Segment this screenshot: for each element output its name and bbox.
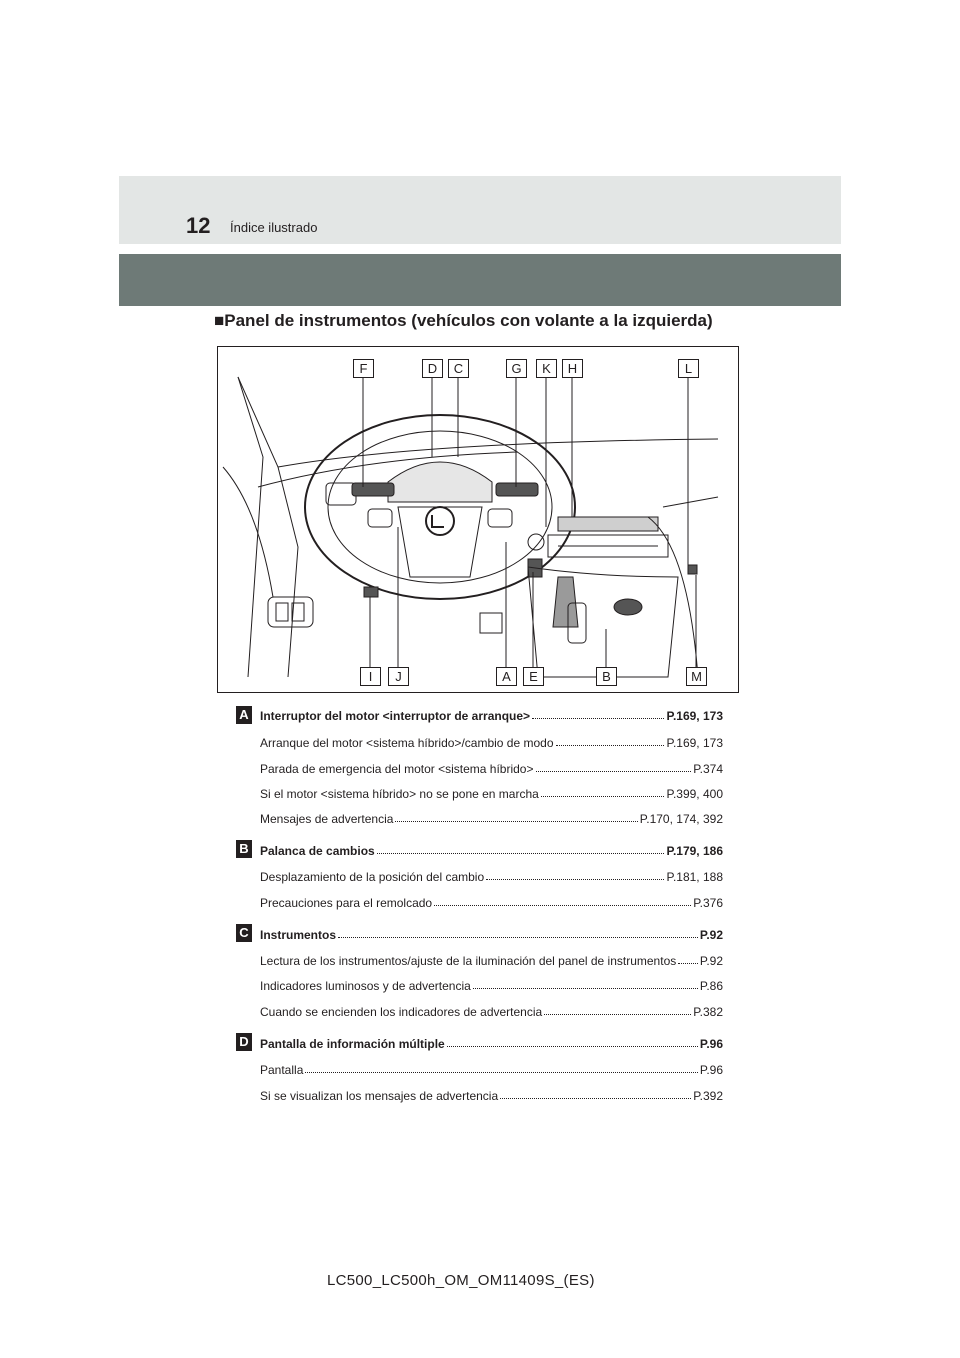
entry-a-sub: Parada de emergencia del motor <sistema híbrido> P.374 (260, 762, 723, 776)
callout-a: A (496, 667, 517, 686)
entry-letter-c: C (236, 924, 252, 942)
page-number: 12 (186, 213, 211, 238)
entry-b-title: Palanca de cambios P.179, 186 (260, 844, 723, 858)
callout-m: M (686, 667, 707, 686)
entry-d-title: Pantalla de información múltiple P.96 (260, 1037, 723, 1051)
entry-b-sub: Desplazamiento de la posición del cambio P.181, 188 (260, 870, 723, 884)
chapter-title: Índice ilustrado (230, 220, 318, 235)
entry-letter-d: D (236, 1033, 252, 1051)
entry-b-sub: Precauciones para el remolcado P.376 (260, 896, 723, 910)
callout-j: J (388, 667, 409, 686)
entry-c-title: Instrumentos P.92 (260, 928, 723, 942)
entry-a-sub: Si el motor <sistema híbrido> no se pone en marcha P.399, 400 (260, 787, 723, 801)
callout-l: L (678, 359, 699, 378)
callout-i: I (360, 667, 381, 686)
entry-a-sub: Mensajes de advertencia P.170, 174, 392 (260, 812, 723, 826)
callout-f: F (353, 359, 374, 378)
header-bar (119, 254, 841, 306)
entry-d-sub: Si se visualizan los mensajes de advertencia P.392 (260, 1089, 723, 1103)
entry-c-sub: Cuando se encienden los indicadores de advertencia P.382 (260, 1005, 723, 1019)
entry-c-sub: Indicadores luminosos y de advertencia P.86 (260, 979, 723, 993)
callout-c: C (448, 359, 469, 378)
entry-letter-a: A (236, 706, 252, 724)
section-title: ■Panel de instrumentos (vehículos con volante a la izquierda) (214, 311, 713, 330)
entry-d-sub: Pantalla P.96 (260, 1063, 723, 1077)
callout-k: K (536, 359, 557, 378)
header-band (119, 176, 841, 244)
entry-a-title: Interruptor del motor <interruptor de arranque> P.169, 173 (260, 709, 723, 723)
callout-d: D (422, 359, 443, 378)
document-code: LC500_LC500h_OM_OM11409S_(ES) (327, 1272, 595, 1289)
callout-b: B (596, 667, 617, 686)
entry-a-sub: Arranque del motor <sistema híbrido>/cambio de modo P.169, 173 (260, 736, 723, 750)
dashboard-drawing (218, 347, 738, 692)
callout-h: H (562, 359, 583, 378)
callout-g: G (506, 359, 527, 378)
entry-c-sub: Lectura de los instrumentos/ajuste de la iluminación del panel de instrumentos P.92 (260, 954, 723, 968)
callout-e: E (523, 667, 544, 686)
dashboard-illustration (217, 346, 739, 693)
entry-letter-b: B (236, 840, 252, 858)
